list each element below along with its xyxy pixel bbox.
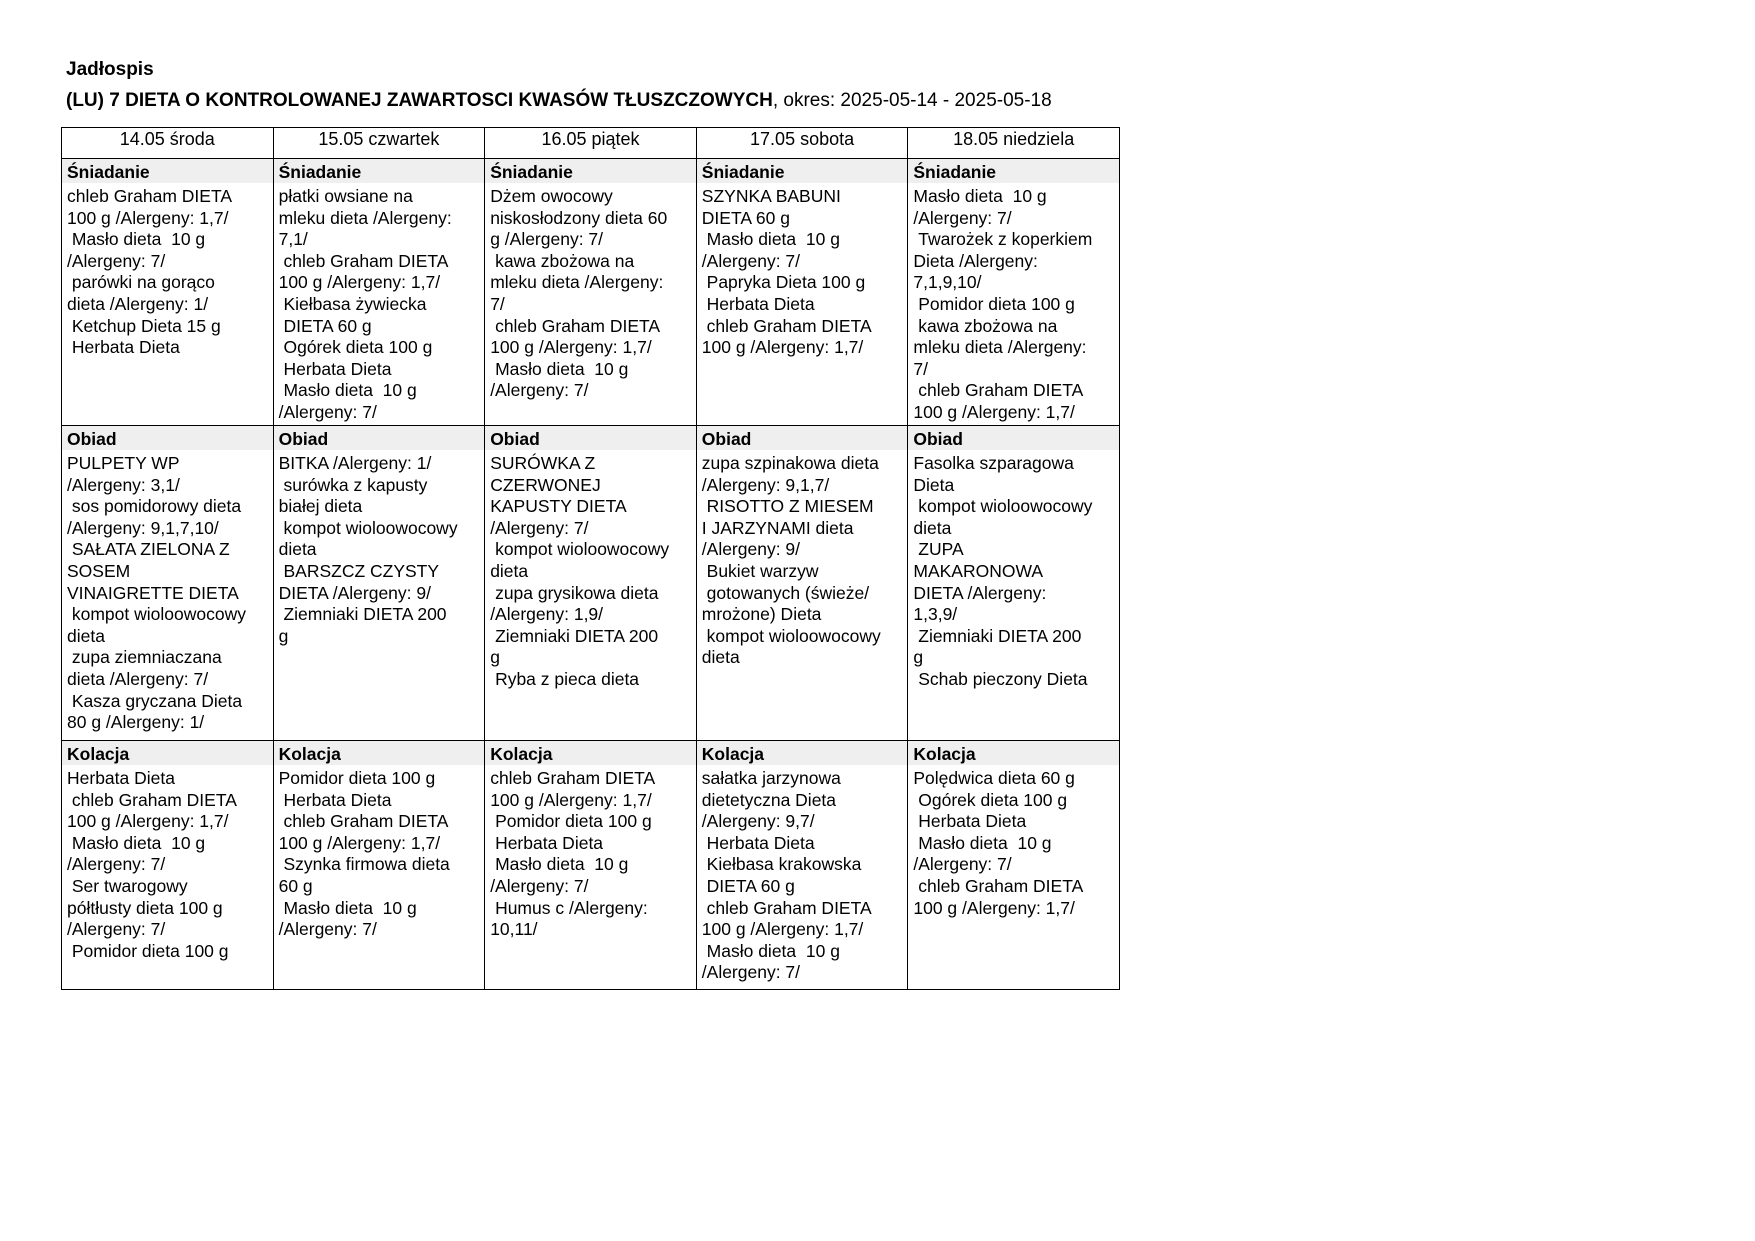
meal-cell: [485, 159, 697, 426]
meal-cell: [908, 159, 1120, 426]
meal-cell: [62, 426, 274, 741]
meal-items: sałatka jarzynowa dietetyczna Dieta /Alergeny: 9,7/ Herbata Dieta Kiełbasa krakowska DIETA 60 g chleb Graham DIETA 100 g /Alergeny: 1,7/ Masło dieta 10 g /Alergeny: 7/: [701, 768, 872, 983]
meal-label-lunch: Obiad: [908, 426, 1119, 450]
meal-cell: [696, 426, 908, 741]
meal-items: SURÓWKA Z CZERWONEJ KAPUSTY DIETA /Alergeny: 7/ kompot wioloowocowy dieta zupa grysikowa dieta /Alergeny: 1,9/ Ziemniaki DIETA 200 g Ryba z pieca dieta: [490, 453, 670, 689]
menu-period: , okres: 2025-05-14 - 2025-05-18: [772, 90, 1052, 111]
meal-cell: [273, 426, 485, 741]
meal-label-lunch: Obiad: [485, 426, 696, 450]
meal-items: BITKA /Alergeny: 1/ surówka z kapusty białej dieta kompot wioloowocowy dieta BARSZCZ CZYSTY DIETA /Alergeny: 9/ Ziemniaki DIETA 200 g: [278, 453, 458, 646]
meal-cell: [485, 741, 697, 990]
day-header: 15.05 czwartek: [273, 128, 485, 159]
meal-items: Masło dieta 10 g /Alergeny: 7/ Twarożek z koperkiem Dieta /Alergeny: 7,1,9,10/ Pomidor dieta 100 g kawa zbożowa na mleku dieta /Alergeny: 7/ chleb Graham DIETA 100 g /Alergeny: 1,7/: [913, 186, 1093, 422]
meal-items: chleb Graham DIETA 100 g /Alergeny: 1,7/ Masło dieta 10 g /Alergeny: 7/ parówki na gorąco dieta /Alergeny: 1/ Ketchup Dieta 15 g Herbata Dieta: [67, 186, 233, 358]
meal-items: Pomidor dieta 100 g Herbata Dieta chleb Graham DIETA 100 g /Alergeny: 1,7/ Szynka firmowa dieta 60 g Masło dieta 10 g /Alergeny: 7/: [278, 768, 450, 940]
diet-name: (LU) 7 DIETA O KONTROLOWANEJ ZAWARTOSCI KWASÓW TŁUSZCZOWYCH: [66, 90, 773, 111]
meal-items: płatki owsiane na mleku dieta /Alergeny: 7,1/ chleb Graham DIETA 100 g /Alergeny: 1,7/ Kiełbasa żywiecka DIETA 60 g Ogórek dieta 100 g Herbata Dieta Masło dieta 10 g /Alergeny: 7/: [278, 186, 452, 422]
meal-cell: [62, 741, 274, 990]
meal-label-dinner: Kolacja: [274, 741, 485, 765]
meal-items: Fasolka szparagowa Dieta kompot wioloowocowy dieta ZUPA MAKARONOWA DIETA /Alergeny: 1,3,9/ Ziemniaki DIETA 200 g Schab pieczony Dieta: [913, 453, 1093, 689]
meal-label-lunch: Obiad: [697, 426, 908, 450]
dinner-row: [62, 741, 1120, 990]
meal-label-dinner: Kolacja: [697, 741, 908, 765]
meal-label-dinner: Kolacja: [485, 741, 696, 765]
breakfast-row: [62, 159, 1120, 426]
meal-label-lunch: Obiad: [274, 426, 485, 450]
day-header: 18.05 niedziela: [908, 128, 1120, 159]
meal-label-breakfast: Śniadanie: [485, 159, 696, 183]
meal-items: chleb Graham DIETA 100 g /Alergeny: 1,7/ Pomidor dieta 100 g Herbata Dieta Masło dieta 10 g /Alergeny: 7/ Humus c /Alergeny: 10,11/: [490, 768, 656, 940]
meal-label-breakfast: Śniadanie: [908, 159, 1119, 183]
meal-items: PULPETY WP /Alergeny: 3,1/ sos pomidorowy dieta /Alergeny: 9,1,7,10/ SAŁATA ZIELONA Z SOSEM VINAIGRETTE DIETA kompot wioloowocowy dieta zupa ziemniaczana dieta /Alergeny: 7/ Kasza gryczana Dieta 80 g /Alergeny: 1/: [67, 453, 246, 733]
meal-cell: [696, 159, 908, 426]
day-header: 16.05 piątek: [485, 128, 697, 159]
meal-items: Dżem owocowy niskosłodzony dieta 60 g /Alergeny: 7/ kawa zbożowa na mleku dieta /Alergeny: 7/ chleb Graham DIETA 100 g /Alergeny: 1,7/ Masło dieta 10 g /Alergeny: 7/: [490, 186, 668, 401]
document-title: Jadłospis: [66, 59, 154, 80]
meal-items: Herbata Dieta chleb Graham DIETA 100 g /Alergeny: 1,7/ Masło dieta 10 g /Alergeny: 7/ Ser twarogowy półtłusty dieta 100 g /Alergeny: 7/ Pomidor dieta 100 g: [67, 768, 237, 961]
meal-label-lunch: Obiad: [62, 426, 273, 450]
meal-label-breakfast: Śniadanie: [274, 159, 485, 183]
meal-cell: [273, 741, 485, 990]
meal-items: Polędwica dieta 60 g Ogórek dieta 100 g Herbata Dieta Masło dieta 10 g /Alergeny: 7/ chleb Graham DIETA 100 g /Alergeny: 1,7/: [913, 768, 1084, 918]
meal-items: SZYNKA BABUNI DIETA 60 g Masło dieta 10 g /Alergeny: 7/ Papryka Dieta 100 g Herbata Dieta chleb Graham DIETA 100 g /Alergeny: 1,7/: [701, 186, 872, 358]
meal-items: zupa szpinakowa dieta /Alergeny: 9,1,7/ RISOTTO Z MIESEM I JARZYNAMI dieta /Alergeny: 9/ Bukiet warzyw gotowanych (świeże/ mrożone) Dieta kompot wioloowocowy dieta: [701, 453, 881, 668]
meal-label-breakfast: Śniadanie: [62, 159, 273, 183]
meal-cell: [273, 159, 485, 426]
menu-table: [61, 127, 1120, 990]
document-subtitle: [66, 89, 1052, 113]
day-header-row: [62, 128, 1120, 159]
meal-label-dinner: Kolacja: [62, 741, 273, 765]
day-header: 17.05 sobota: [696, 128, 908, 159]
meal-cell: [908, 741, 1120, 990]
meal-cell: [696, 741, 908, 990]
meal-cell: [908, 426, 1120, 741]
meal-cell: [485, 426, 697, 741]
meal-cell: [62, 159, 274, 426]
lunch-row: [62, 426, 1120, 741]
day-header: 14.05 środa: [62, 128, 274, 159]
meal-label-dinner: Kolacja: [908, 741, 1119, 765]
meal-label-breakfast: Śniadanie: [697, 159, 908, 183]
